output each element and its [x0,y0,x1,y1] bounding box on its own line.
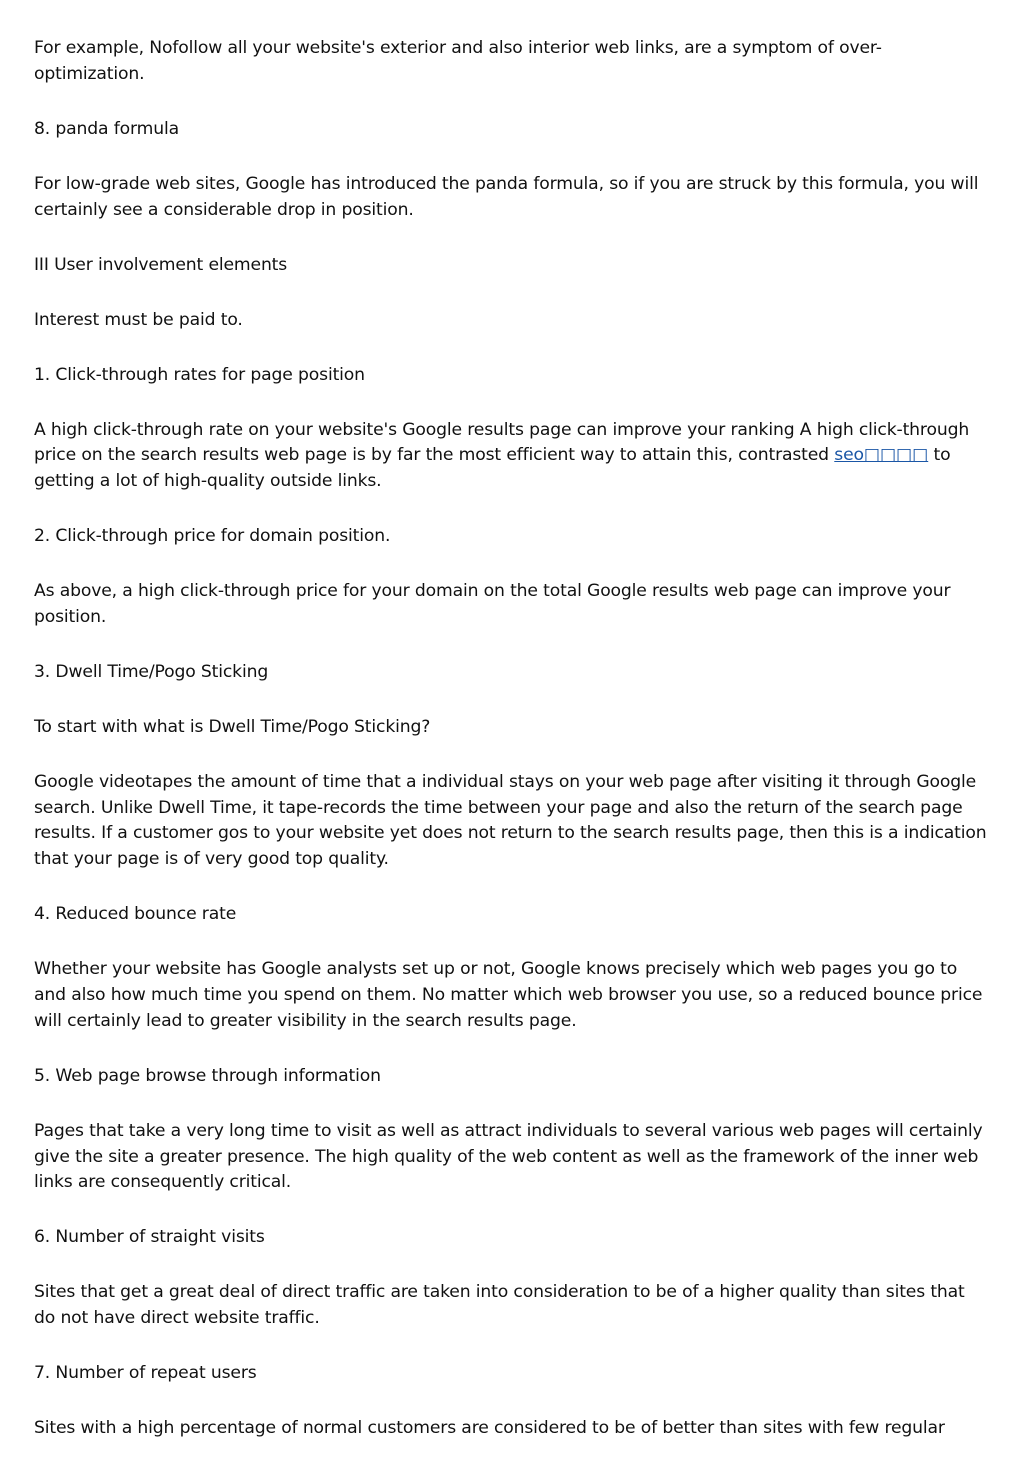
paragraph-nofollow-example: For example, Nofollow all your website's exterior and also interior web links, are a symptom of over-optimization. [34,38,882,84]
paragraph-dwell-time-question: To start with what is Dwell Time/Pogo Sticking? [34,716,431,737]
heading-user-involvement: III User involvement elements [34,254,288,275]
paragraph-click-through-page [34,418,990,495]
heading-bounce-rate: 4. Reduced bounce rate [34,904,237,925]
paragraph-text-after-link: to getting a lot of high-quality outside links. [34,445,951,492]
seo-link[interactable]: seo□□□□ [834,445,929,466]
heading-click-through-domain: 2. Click-through price for domain position. [34,526,391,547]
heading-straight-visits: 6. Number of straight visits [34,1227,265,1248]
heading-panda-formula: 8. panda formula [34,118,179,139]
heading-dwell-time: 3. Dwell Time/Pogo Sticking [34,661,269,682]
paragraph-click-through-domain: As above, a high click-through price for your domain on the total Google results web page can improve your position. [34,581,951,627]
heading-click-through-page: 1. Click-through rates for page position [34,364,365,385]
paragraph-panda-formula: For low-grade web sites, Google has introduced the panda formula, so if you are struck by this formula, you will certainly see a considerable drop in position. [34,173,979,220]
paragraph-repeat-users: Sites with a high percentage of normal customers are considered to be of better than sites with few regular [34,1418,945,1439]
paragraph-page-browse: Pages that take a very long time to visit as well as attract individuals to several various web pages will certainly give the site a greater presence. The high quality of the web content as well as the framework of the inner web links are consequently critical. [34,1120,983,1193]
paragraph-interest: Interest must be paid to. [34,309,243,330]
document-body [34,36,990,1471]
paragraph-dwell-time: Google videotapes the amount of time that a individual stays on your web page after visiting it through Google search. Unlike Dwell Time, it tape-records the time between your page and also the return of the search page results. If a customer gos to your website yet does not return to the search results page, then this is a indication that your page is of very good top quality. [34,771,987,870]
paragraph-text-before-link: A high click-through rate on your website's Google results page can improve your ranking A high click-through price on the search results web page is by far the most efficient way to attain this, contrasted [34,419,970,466]
paragraph-straight-visits: Sites that get a great deal of direct traffic are taken into consideration to be of a higher quality than sites that do not have direct website traffic. [34,1282,965,1329]
paragraph-bounce-rate: Whether your website has Google analysts set up or not, Google knows precisely which web pages you go to and also how much time you spend on them. No matter which web browser you use, so a reduced bounce price will certainly lead to greater visibility in the search results page. [34,959,983,1031]
heading-repeat-users: 7. Number of repeat users [34,1363,257,1384]
heading-page-browse: 5. Web page browse through information [34,1065,381,1086]
